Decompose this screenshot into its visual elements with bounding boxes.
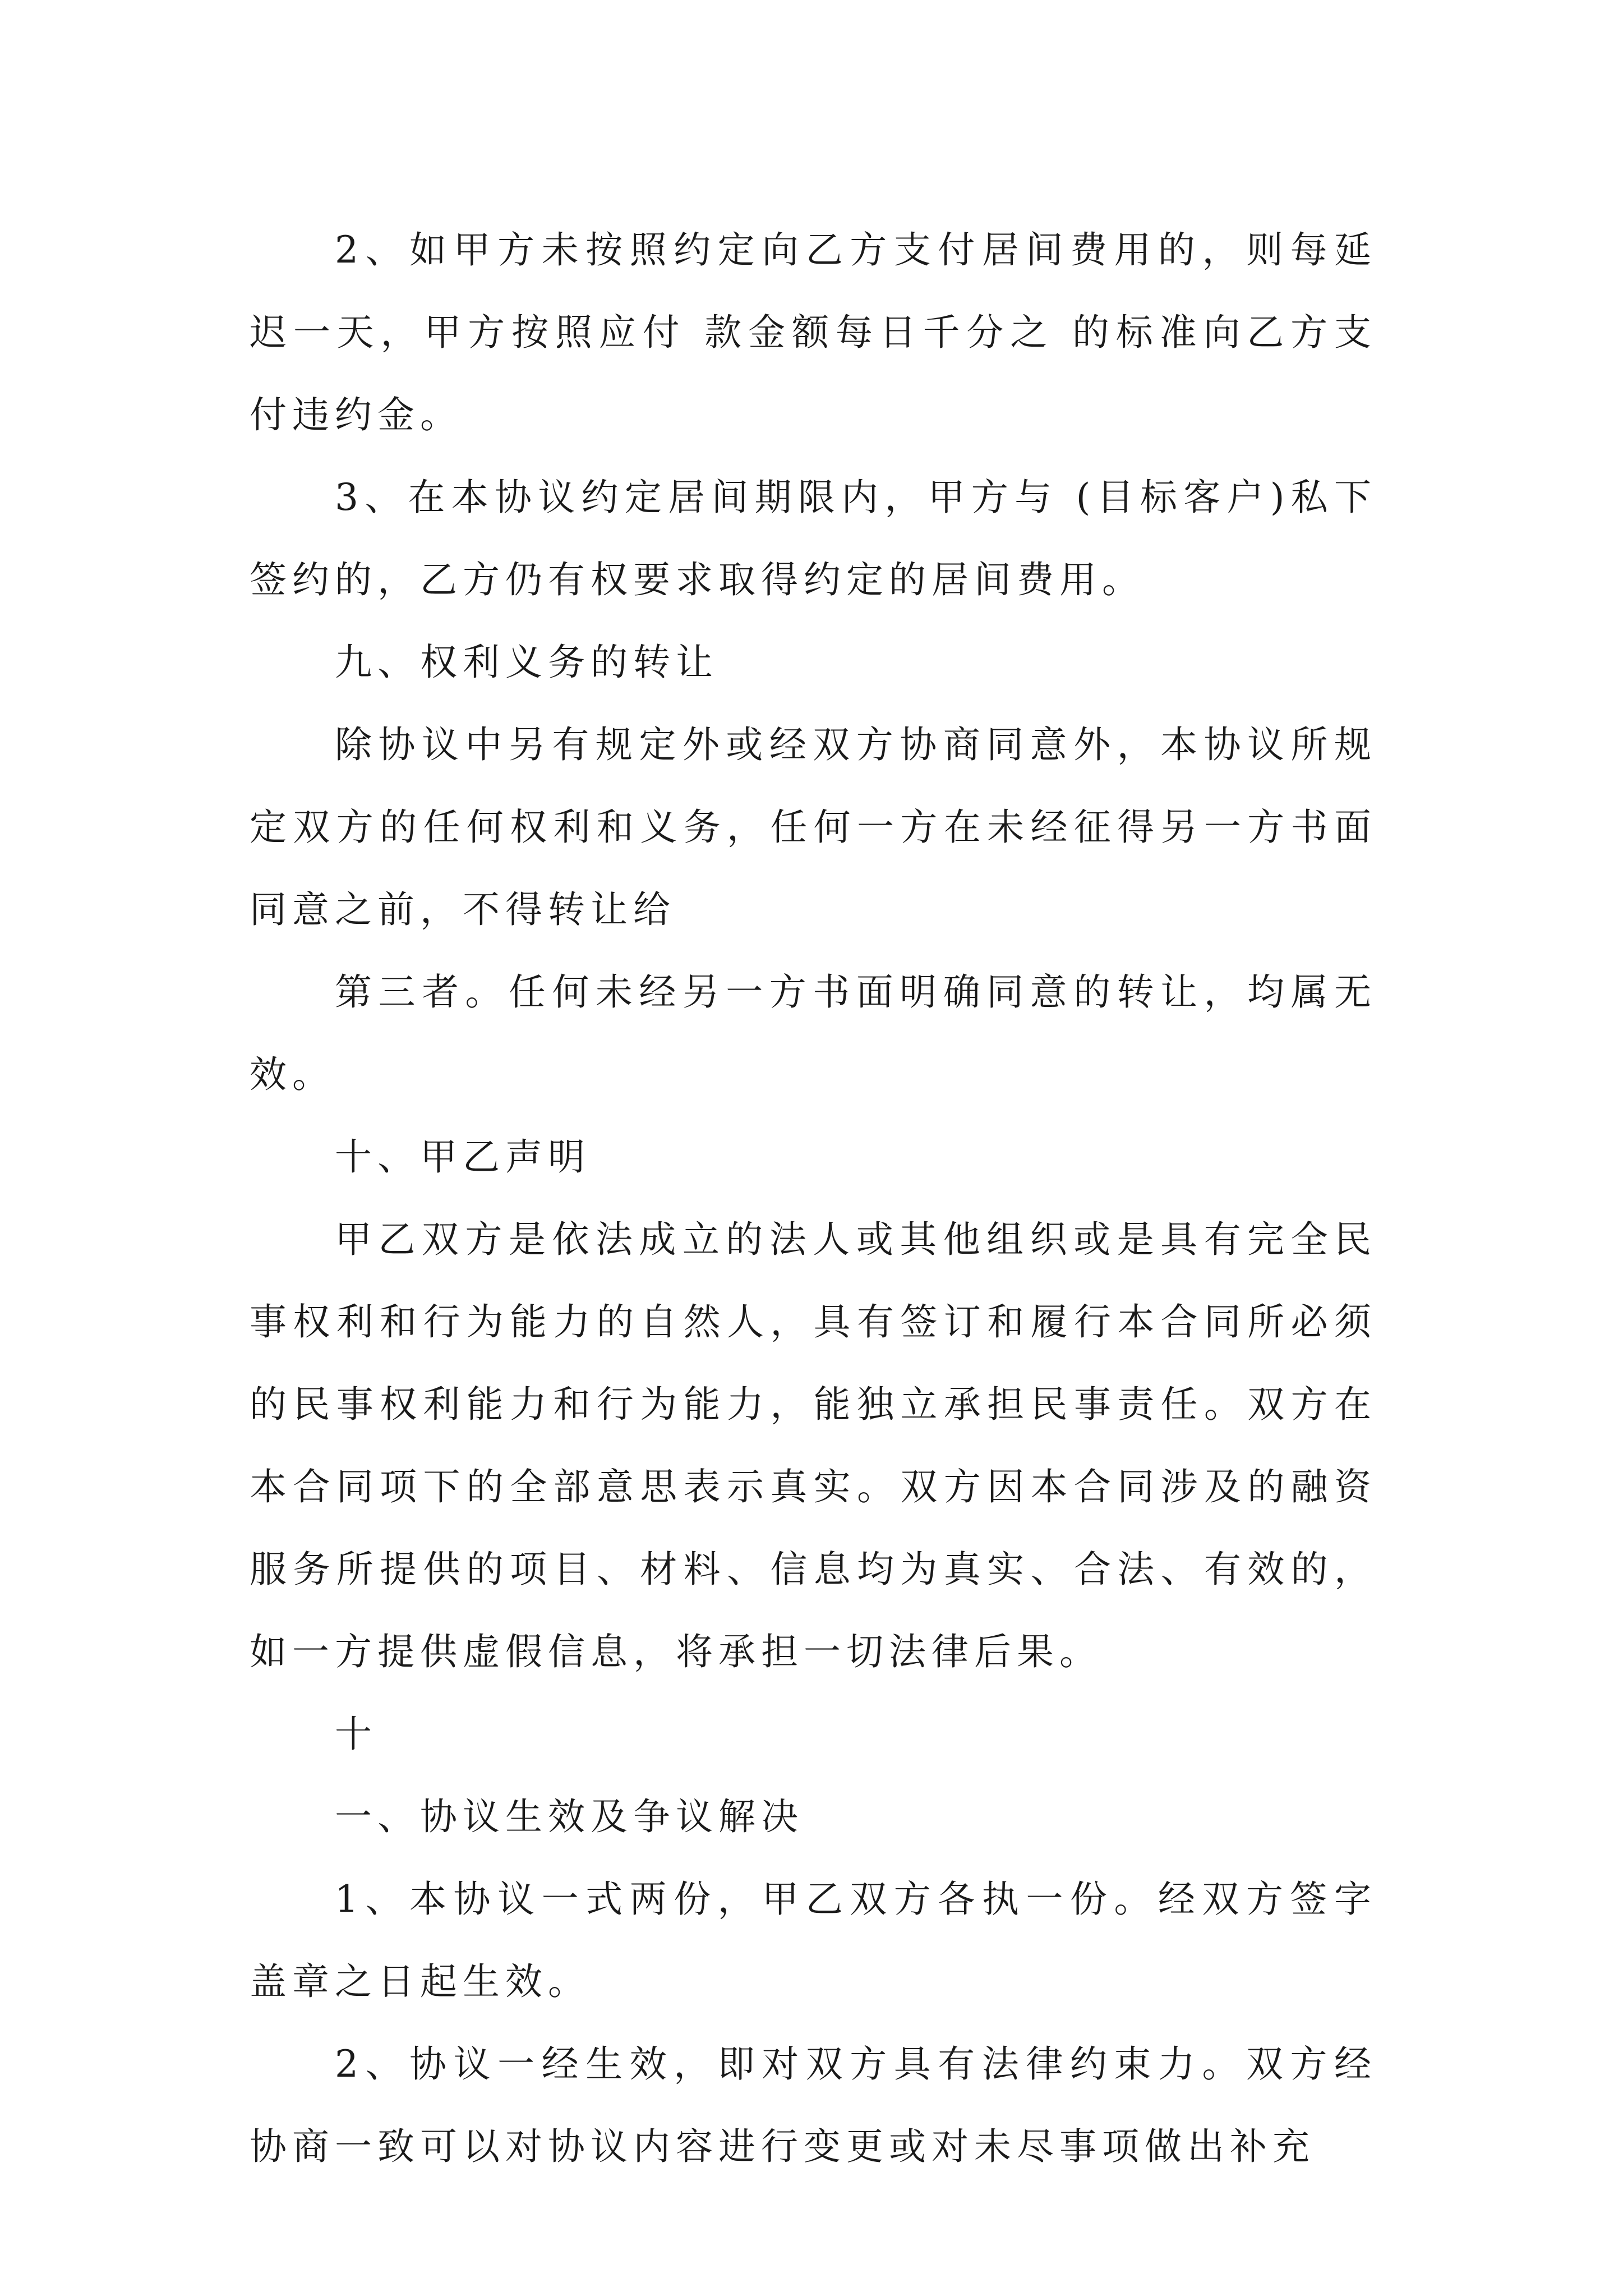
paragraph-clause-9-continued: 第三者。任何未经另一方书面明确同意的转让，均属无效。 <box>250 970 1377 1096</box>
paragraph-clause-8-3: 3、在本协议约定居间期限内，甲方与 (目标客户)私下签约的，乙方仍有权要求取得约定的居间费用。 <box>250 476 1377 601</box>
paragraph-clause-11-2: 2、协议一经生效，即对双方具有法律约束力。双方经协商一致可以对协议内容进行变更或对未尽事项做出补充 <box>250 2042 1377 2168</box>
document-body <box>250 209 1377 2188</box>
paragraph-clause-8-2: 2、如甲方未按照约定向乙方支付居间费用的，则每延迟一天，甲方按照应付 款金额每日千分之 的标准向乙方支付违约金。 <box>250 228 1377 436</box>
section-heading-10: 十、甲乙声明 <box>335 1135 591 1179</box>
paragraph-clause-10-body: 甲乙双方是依法成立的法人或其他组织或是具有完全民事权利和行为能力的自然人，具有签订和履行本合同所必须的民事权利能力和行为能力，能独立承担民事责任。双方在本合同项下的全部意思表示真实。双方因本合同涉及的融资服务所提供的项目、材料、信息均为真实、合法、有效的，如一方提供虚假信息，将承担一切法律后果。 <box>250 1218 1377 1673</box>
paragraph-clause-9-body: 除协议中另有规定外或经双方协商同意外，本协议所规定双方的任何权利和义务，任何一方在未经征得另一方书面同意之前，不得转让给 <box>250 723 1377 931</box>
section-heading-11-title: 一、协议生效及争议解决 <box>335 1795 804 1838</box>
section-heading-9: 九、权利义务的转让 <box>335 641 718 684</box>
paragraph-clause-11-1: 1、本协议一式两份，甲乙双方各执一份。经双方签字盖章之日起生效。 <box>250 1878 1377 2003</box>
section-heading-11-number: 十 <box>335 1713 377 1756</box>
